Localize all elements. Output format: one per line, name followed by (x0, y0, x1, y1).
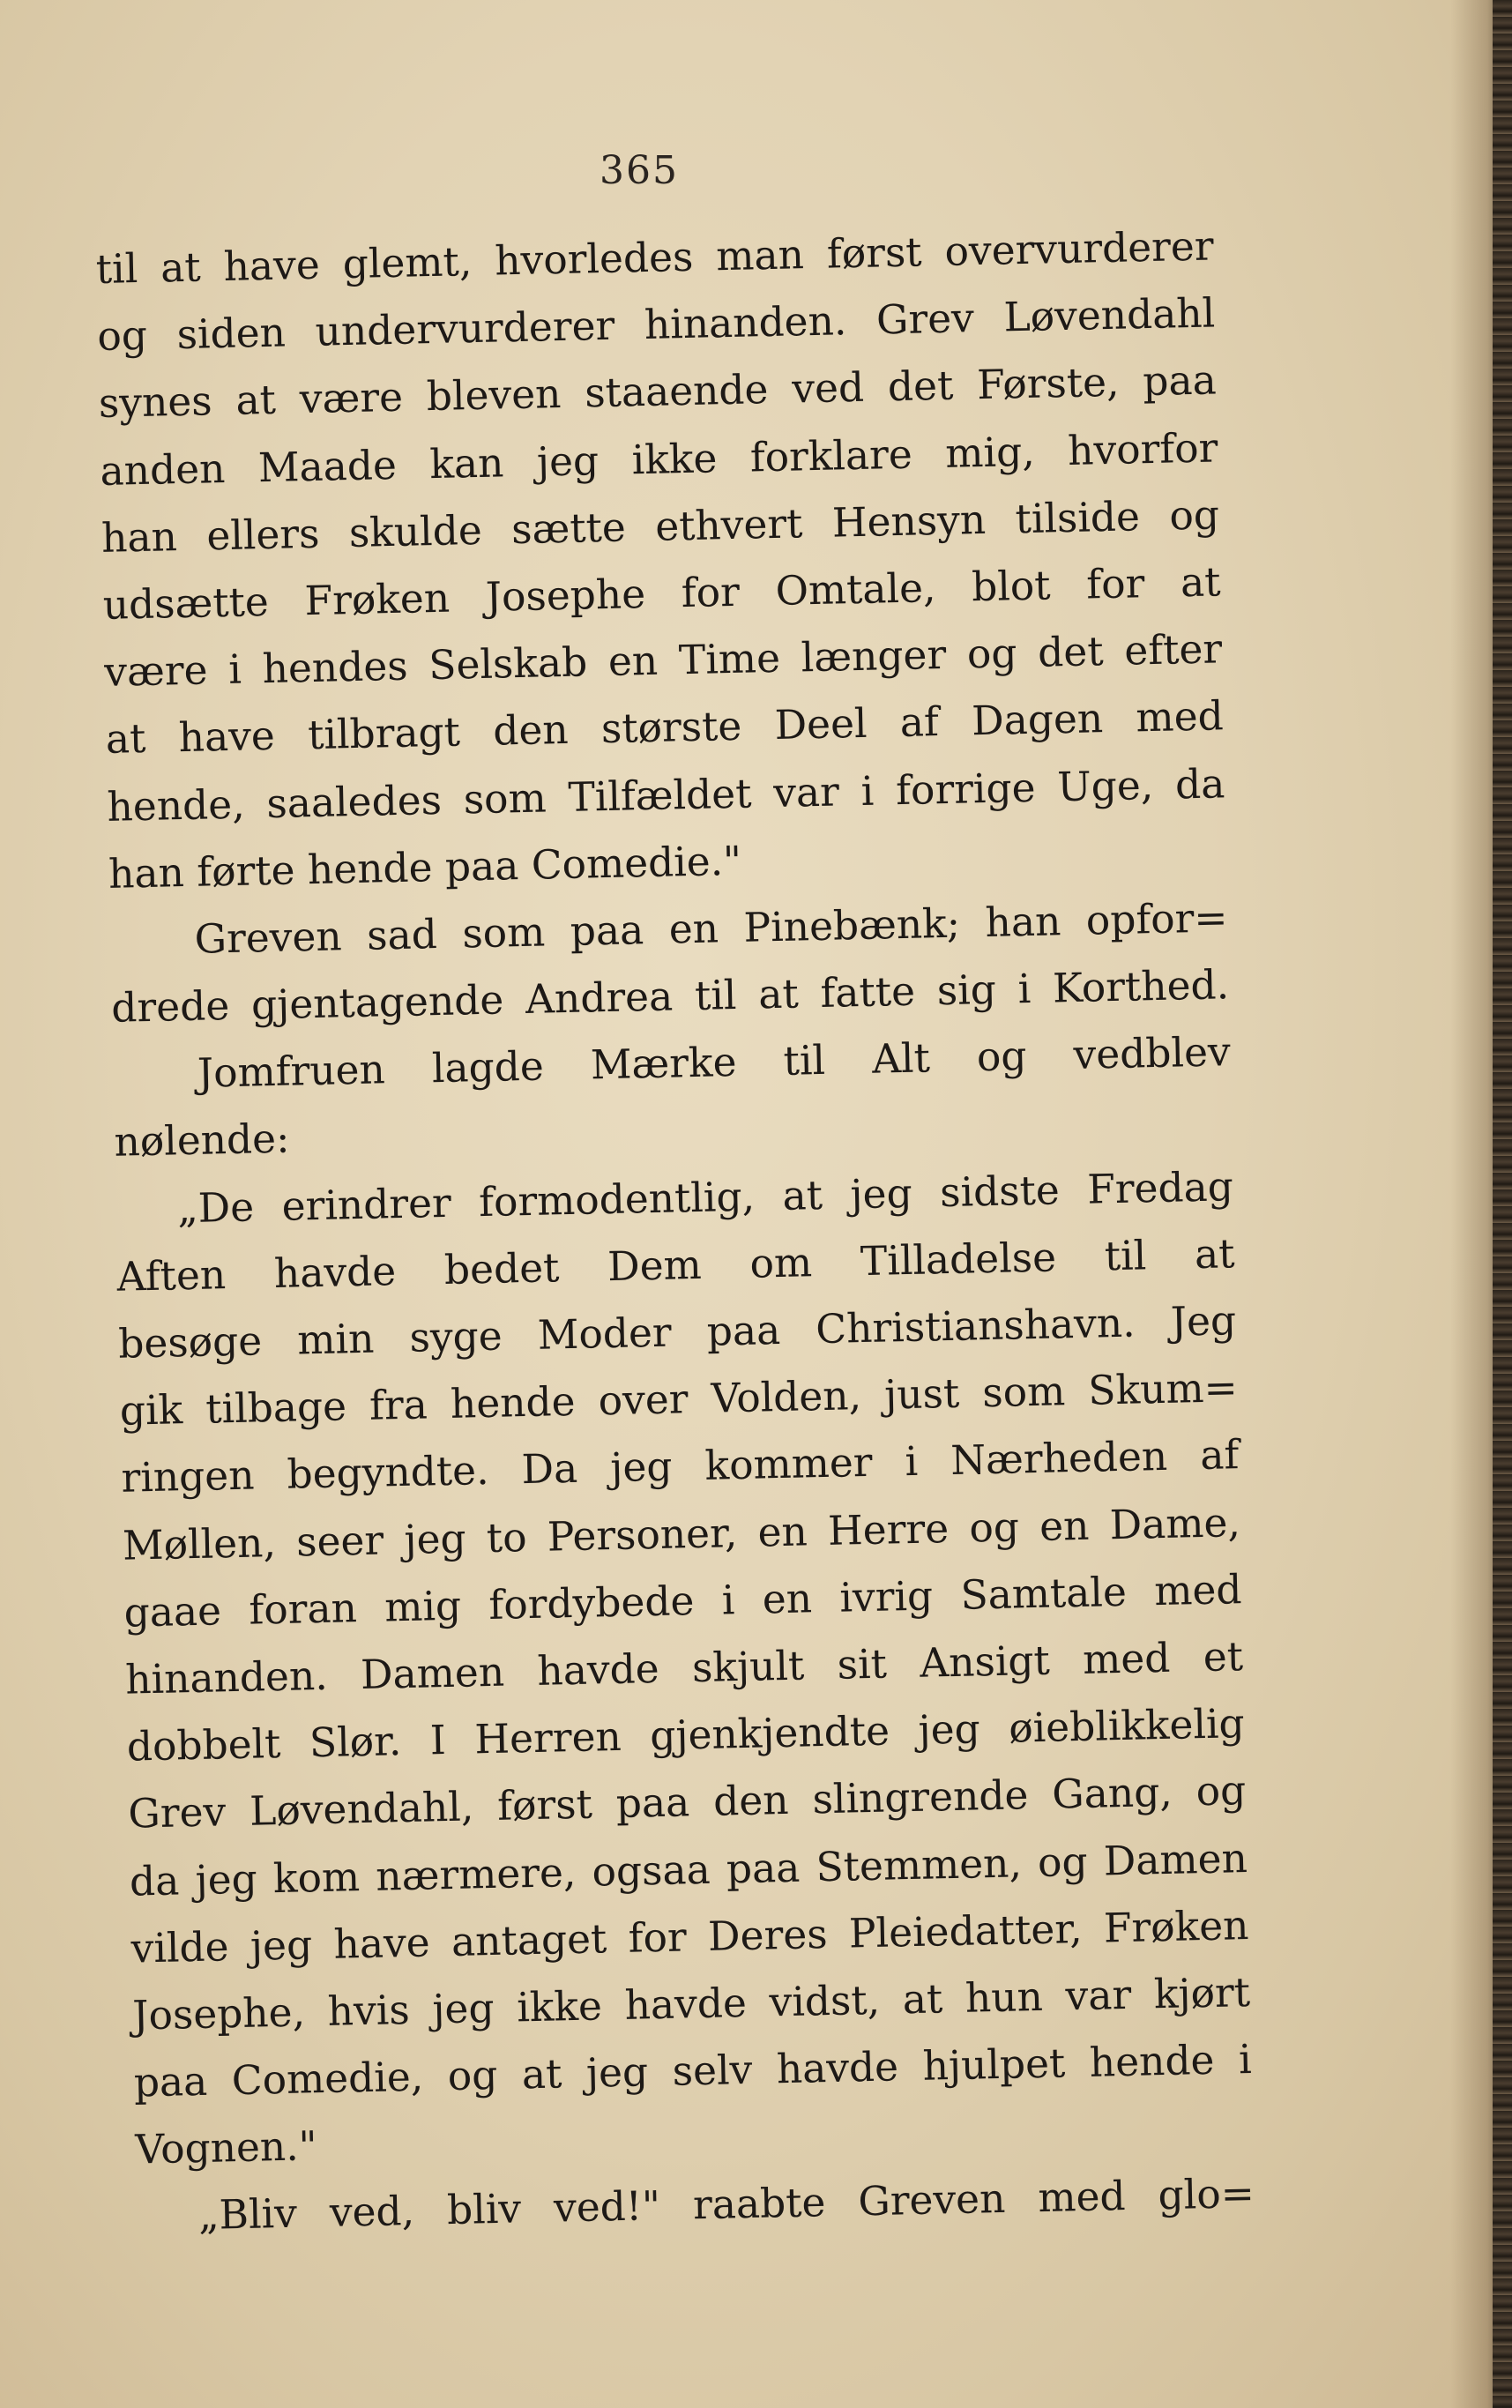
text-line: anden Maade kan jeg ikke forklare mig, hvorfor (100, 423, 1218, 495)
text-line: udsætte Frøken Josephe for Omtale, blot for at (102, 558, 1222, 629)
text-line: „Bliv ved, bliv ved!" raabte Greven med glo= (197, 2170, 1255, 2240)
text-line: Josephe, hvis jeg ikke havde vidst, at hun var kjørt (131, 1968, 1251, 2039)
text-line: paa Comedie, og at jeg selv havde hjulpet hende i (133, 2036, 1253, 2106)
text-line: og siden undervurderer hinanden. Grev Løvendahl (96, 289, 1216, 361)
text-line: synes at være bleven staaende ved det Første, paa (98, 356, 1218, 428)
page-number: 365 (600, 148, 679, 193)
text-line: hinanden. Damen havde skjult sit Ansigt med et (124, 1633, 1244, 1703)
page-edge (1493, 0, 1512, 2408)
text-line: gik tilbage fra hende over Volden, just som Skum= (119, 1364, 1239, 1435)
text-line: drede gjentagende Andrea til at fatte sig i Korthed. (110, 961, 1230, 1032)
text-line: han ellers skulde sætte ethvert Hensyn tilside og (101, 491, 1220, 562)
text-line: nølende: (113, 1115, 290, 1167)
text-line: ringen begyndte. Da jeg kommer i Nærheden af (120, 1431, 1240, 1502)
text-line: Vognen." (134, 2122, 318, 2173)
page-body-text (95, 212, 1255, 2251)
text-line: han førte hende paa Comedie." (108, 837, 742, 898)
text-line: gaae foran mig fordybede i en ivrig Samtale med (123, 1565, 1242, 1636)
text-line: være i hendes Selskab en Time længer og det efter (103, 625, 1223, 697)
text-line: Jomfruen lagde Mærke til Alt og vedblev (197, 1028, 1232, 1098)
text-line: til at have glemt, hvorledes man først overvurderer (95, 222, 1215, 293)
text-line: Aften havde bedet Dem om Tilladelse til at (116, 1230, 1235, 1301)
text-line: dobbelt Slør. I Herren gjenkjendte jeg øieblikkelig (126, 1700, 1246, 1771)
text-line: vilde jeg have antaget for Deres Pleiedatter, Frøken (130, 1901, 1249, 1972)
text-line: hende, saaledes som Tilfældet var i forrige Uge, da (106, 759, 1225, 831)
text-line: da jeg kom nærmere, ogsaa paa Stemmen, og Damen (129, 1834, 1248, 1905)
text-line: Møllen, seer jeg to Personer, en Herre og en Dame, (122, 1498, 1241, 1569)
text-line: besøge min syge Moder paa Christianshavn. Jeg (117, 1297, 1237, 1368)
text-line: at have tilbragt den største Deel af Dagen med (105, 692, 1225, 764)
text-line: „De erindrer formodentlig, at jeg sidste Fredag (176, 1162, 1234, 1232)
text-line: Greven sad som paa en Pinebænk; han opfor= (194, 894, 1229, 963)
text-line: Grev Løvendahl, først paa den slingrende Gang, og (127, 1767, 1247, 1838)
